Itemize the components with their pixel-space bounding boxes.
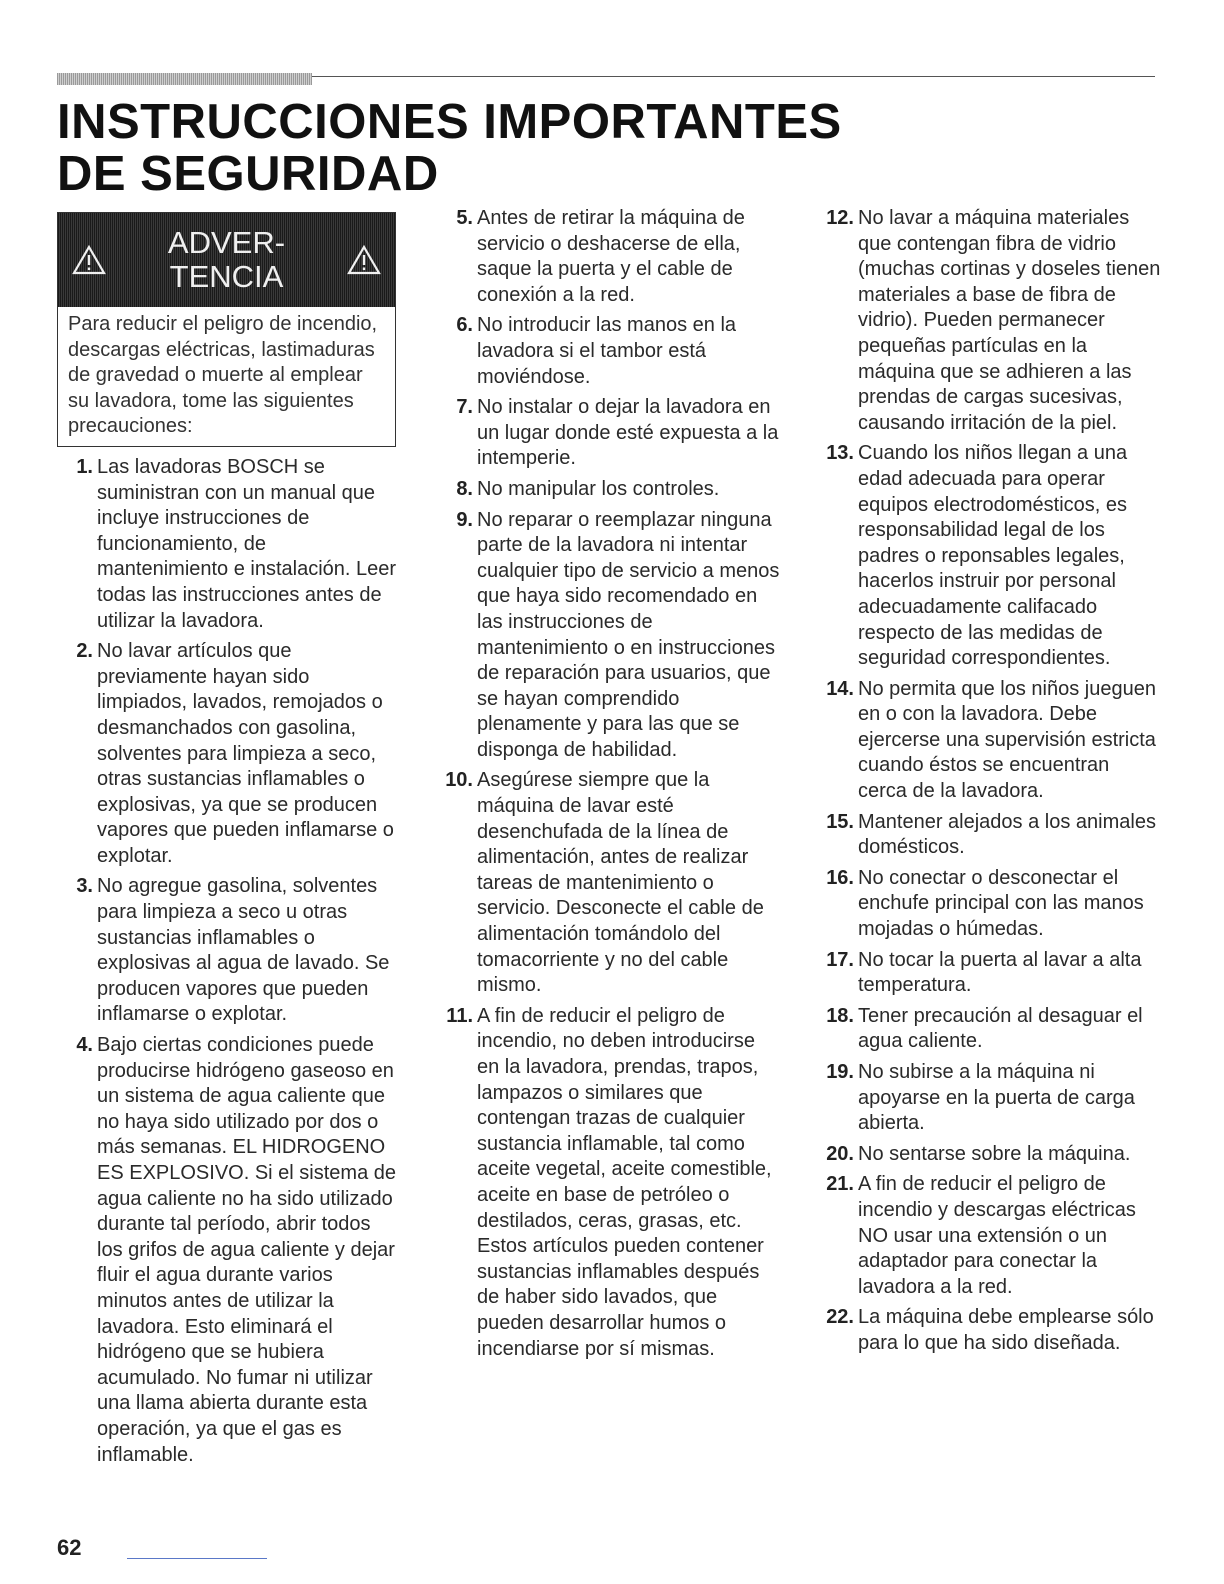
item-text: No conectar o desconectar el enchufe principal con las manos mojadas o húmedas. [858,866,1144,941]
warning-triangle-icon [72,245,106,275]
list-item [57,1033,399,1468]
page-number: 62 [57,1535,82,1560]
instruction-list-right [818,206,1163,1357]
list-item [818,1305,1163,1356]
warning-heading [106,226,347,294]
list-item [57,639,399,869]
item-number: 3. [76,875,93,898]
item-text: Bajo ciertas condiciones puede producirse hidrógeno gaseoso en un sistema de agua caliente que no haya sido utilizado por dos o más semanas. EL HIDROGENO ES EXPLOSIVO. Si el sistema de agua caliente no ha sido utilizado durante tal período, abrir todos los grifos de agua caliente y dejar fluir el agua durante varios minutos antes de utilizar la lavadora. Esto eliminará el hidrógeno que se hubiera acumulado. No fumar ni utilizar una llama abierta durante esta operación, ya que el gas es inflamable. [97,1034,397,1466]
warning-box [57,212,396,447]
item-number: 5. [456,207,473,229]
list-item [437,508,782,764]
item-number: 14. [826,677,854,700]
page-title-line-2: DE SEGURIDAD [57,147,439,201]
list-item [437,477,782,503]
list-item [437,768,782,998]
warning-text: Para reducir el peligro de incendio, descargas eléctricas, lastimaduras de gravedad o muerte al emplear su lavadora, tome las siguientes precauciones: [68,313,378,438]
list-item [437,1004,782,1362]
item-number: 17. [826,948,854,971]
item-text: No permita que los niños jueguen en o con la lavadora. Debe ejercerse una supervisión estricta cuando éstos se encuentran cerca de la lavadora. [858,677,1156,803]
item-number: 19. [826,1061,854,1083]
header-rule-line [312,76,1155,77]
list-item [818,810,1163,861]
list-item [818,1004,1163,1055]
list-item [818,1060,1163,1137]
list-item [818,441,1163,671]
instruction-list-left [57,455,399,1468]
item-text: No sentarse sobre la máquina. [858,1142,1131,1165]
page-title-line-1: INSTRUCCIONES IMPORTANTES [57,95,842,149]
instruction-list-middle [437,206,782,1362]
item-text: A fin de reducir el peligro de incendio, no deben introducirse en la lavadora, prendas, trapos, lampazos o similares que contengan trazas de cualquier sustancia inflamable, tal como aceite vegetal, aceite comestible, aceite en base de petróleo o destilados, ceras, grasas, etc. Estos artículos pueden contener sustancias inflamables después de haber sido lavados, que pueden desarrollar humos o incendiarse por sí mismas. [477,1004,772,1360]
column-right [818,206,1163,1362]
list-item [818,677,1163,805]
item-number: 20. [826,1142,854,1165]
item-text: Las lavadoras BOSCH se suministran con un manual que incluye instrucciones de funcionamiento, de mantenimiento e instalación. Leer todas las instrucciones antes de utilizar la lavadora. [97,455,397,632]
list-item [57,874,399,1028]
item-text: Antes de retirar la máquina de servicio o deshacerse de ella, saque la puerta y el cable de conexión a la red. [477,207,745,306]
item-number: 10. [445,769,473,792]
list-item [818,1142,1163,1168]
item-number: 6. [456,314,473,337]
item-number: 8. [456,477,473,500]
item-text: No lavar a máquina materiales que contengan fibra de vidrio (muchas cortinas y doseles tienen materiales a base de fibra de vidrio). Pueden permanecer pequeñas partículas en la máquina que se adhieren a las prendas de cargas sucesivas, causando irritación de la piel. [858,207,1161,434]
item-text: No subirse a la máquina ni apoyarse en la puerta de carga abierta. [858,1061,1135,1135]
list-item [818,1172,1163,1300]
item-number: 15. [826,810,854,833]
item-number: 1. [76,455,93,478]
item-text: No lavar artículos que previamente hayan sido limpiados, lavados, remojados o desmanchados con gasolina, solventes para limpieza a seco, otras sustancias inflamables o explosivas, ya que se producen vapores que pueden inflamarse o explotar. [97,640,394,867]
warning-heading-line-2: TENCIA [169,259,284,294]
warning-header [58,213,395,307]
footer-underline [127,1558,267,1559]
item-text: No instalar o dejar la lavadora en un lugar donde esté expuesta a la intemperie. [477,396,779,470]
list-item [818,866,1163,943]
item-number: 12. [826,207,854,229]
item-text: Mantener alejados a los animales domésticos. [858,810,1156,859]
item-number: 16. [826,866,854,889]
item-text: No reparar o reemplazar ninguna parte de la lavadora ni intentar cualquier tipo de servicio a menos que haya sido recomendado en las instrucciones de mantenimiento o en instrucciones de reparación para usuarios, que se hayan comprendido plenamente y para las que se disponga de habilidad. [477,508,780,761]
item-number: 9. [456,508,473,531]
page-title [57,96,842,200]
list-item [437,206,782,308]
list-item [437,395,782,472]
item-text: No agregue gasolina, solventes para limpieza a seco u otras sustancias inflamables o explosivas al agua de lavado. Se producen vapores que pueden inflamarse o explotar. [97,875,390,1026]
item-text: La máquina debe emplearse sólo para lo que ha sido diseñada. [858,1306,1154,1354]
warning-heading-line-1: ADVER- [167,225,286,260]
item-text: Cuando los niños llegan a una edad adecuada para operar equipos electrodomésticos, es responsabilidad legal de los padres o reponsables legales, hacerlos instruir por personal adecuadamente califacado respecto de las medidas de seguridad correspondientes. [858,442,1128,670]
item-number: 21. [826,1173,854,1196]
list-item [818,948,1163,999]
item-number: 13. [826,442,854,465]
warning-triangle-icon [347,245,381,275]
item-number: 22. [826,1306,854,1329]
item-number: 18. [826,1004,854,1027]
item-text: A fin de reducir el peligro de incendio y descargas eléctricas NO usar una extensión o un adaptador para conectar la lavadora a la red. [858,1173,1136,1298]
item-text: No tocar la puerta al lavar a alta temperatura. [858,948,1142,997]
column-left [57,212,399,1473]
list-item [818,206,1163,436]
item-text: No introducir las manos en la lavadora si el tambor está moviéndose. [477,314,737,388]
item-text: Tener precaución al desaguar el agua caliente. [858,1004,1143,1053]
list-item [57,455,399,634]
item-number: 2. [76,640,93,663]
item-text: No manipular los controles. [477,477,720,500]
item-text: Asegúrese siempre que la máquina de lavar esté desenchufada de la línea de alimentación, antes de realizar tareas de mantenimiento o servicio. Desconecte el cable de alimentación tomándolo del tomacorriente y no del cable mismo. [477,769,764,997]
item-number: 7. [456,396,473,419]
item-number: 11. [446,1004,473,1027]
item-number: 4. [76,1034,93,1057]
list-item [437,313,782,390]
column-middle [437,206,782,1367]
header-rule-bar [57,73,312,85]
